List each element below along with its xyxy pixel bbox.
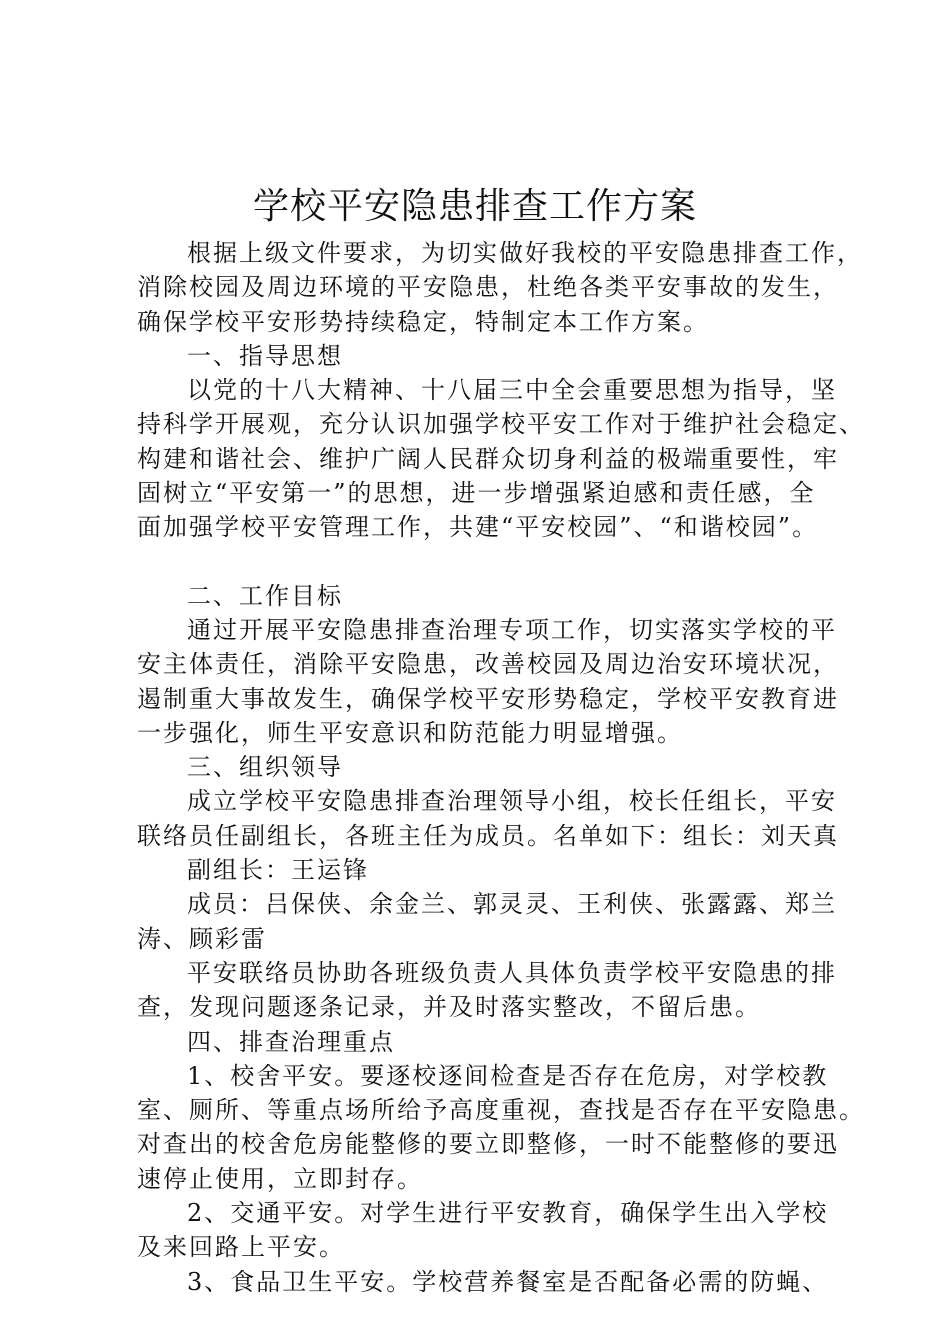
body-line: 成立学校平安隐患排查治理领导小组，校长任组长，平安 [187,787,837,816]
body-line: 通过开展平安隐患排查治理专项工作，切实落实学校的平 [187,615,837,644]
body-line: 室、厕所、等重点场所给予高度重视，查找是否存在平安隐患。 [137,1096,865,1125]
body-line: 1、校舍平安。要逐校逐间检查是否存在危房，对学校教 [187,1061,829,1090]
body-line: 以党的十八大精神、十八届三中全会重要思想为指导，坚 [187,376,837,405]
body-line: 持科学开展观，充分认识加强学校平安工作对于维护社会稳定、 [137,410,865,439]
body-line: 固树立“平安第一”的思想，进一步增强紧迫感和责任感，全 [137,479,816,508]
body-line: 遏制重大事故发生，确保学校平安形势稳定，学校平安教育进 [137,684,839,713]
body-line: 对查出的校舍危房能整修的要立即整修，一时不能整修的要迅 [137,1130,839,1159]
body-line: 确保学校平安形势持续稳定，特制定本工作方案。 [137,307,709,336]
section-heading: 一、指导思想 [187,341,343,370]
body-line: 涛、顾彩雷 [137,924,267,953]
section-heading: 三、组织领导 [187,753,343,782]
body-line: 查，发现问题逐条记录，并及时落实整改，不留后患。 [137,993,761,1022]
body-line: 及来回路上平安。 [137,1233,345,1262]
body-line: 2、交通平安。对学生进行平安教育，确保学生出入学校 [187,1199,829,1228]
body-line: 成员：吕保侠、余金兰、郭灵灵、王利侠、张露露、郑兰 [187,890,837,919]
section-heading: 四、排查治理重点 [187,1027,395,1056]
body-line: 一步强化，师生平安意识和防范能力明显增强。 [137,718,683,747]
body-line: 消除校园及周边环境的平安隐患，杜绝各类平安事故的发生， [137,273,839,302]
section-heading: 二、工作目标 [187,581,343,610]
body-line: 面加强学校平安管理工作，共建“平安校园”、“和谐校园”。 [137,513,819,542]
body-line: 速停止使用，立即封存。 [137,1164,423,1193]
body-line: 根据上级文件要求，为切实做好我校的平安隐患排查工作， [187,239,863,267]
body-line: 3、食品卫生平安。学校营养餐室是否配备必需的防蝇、 [187,1267,829,1296]
body-line: 副组长：王运锋 [187,856,369,885]
body-line: 构建和谐社会、维护广阔人民群众切身利益的极端重要性，牢 [137,444,839,473]
body-line: 安主体责任，消除平安隐患，改善校园及周边治安环境状况， [137,650,839,679]
body-line: 平安联络员协助各班级负责人具体负责学校平安隐患的排 [187,958,837,987]
document-body [137,236,865,1299]
body-line: 联络员任副组长，各班主任为成员。名单如下：组长：刘天真 [137,821,839,850]
paragraph-gap [137,545,847,579]
document-title: 学校平安隐患排查工作方案 [252,186,697,227]
